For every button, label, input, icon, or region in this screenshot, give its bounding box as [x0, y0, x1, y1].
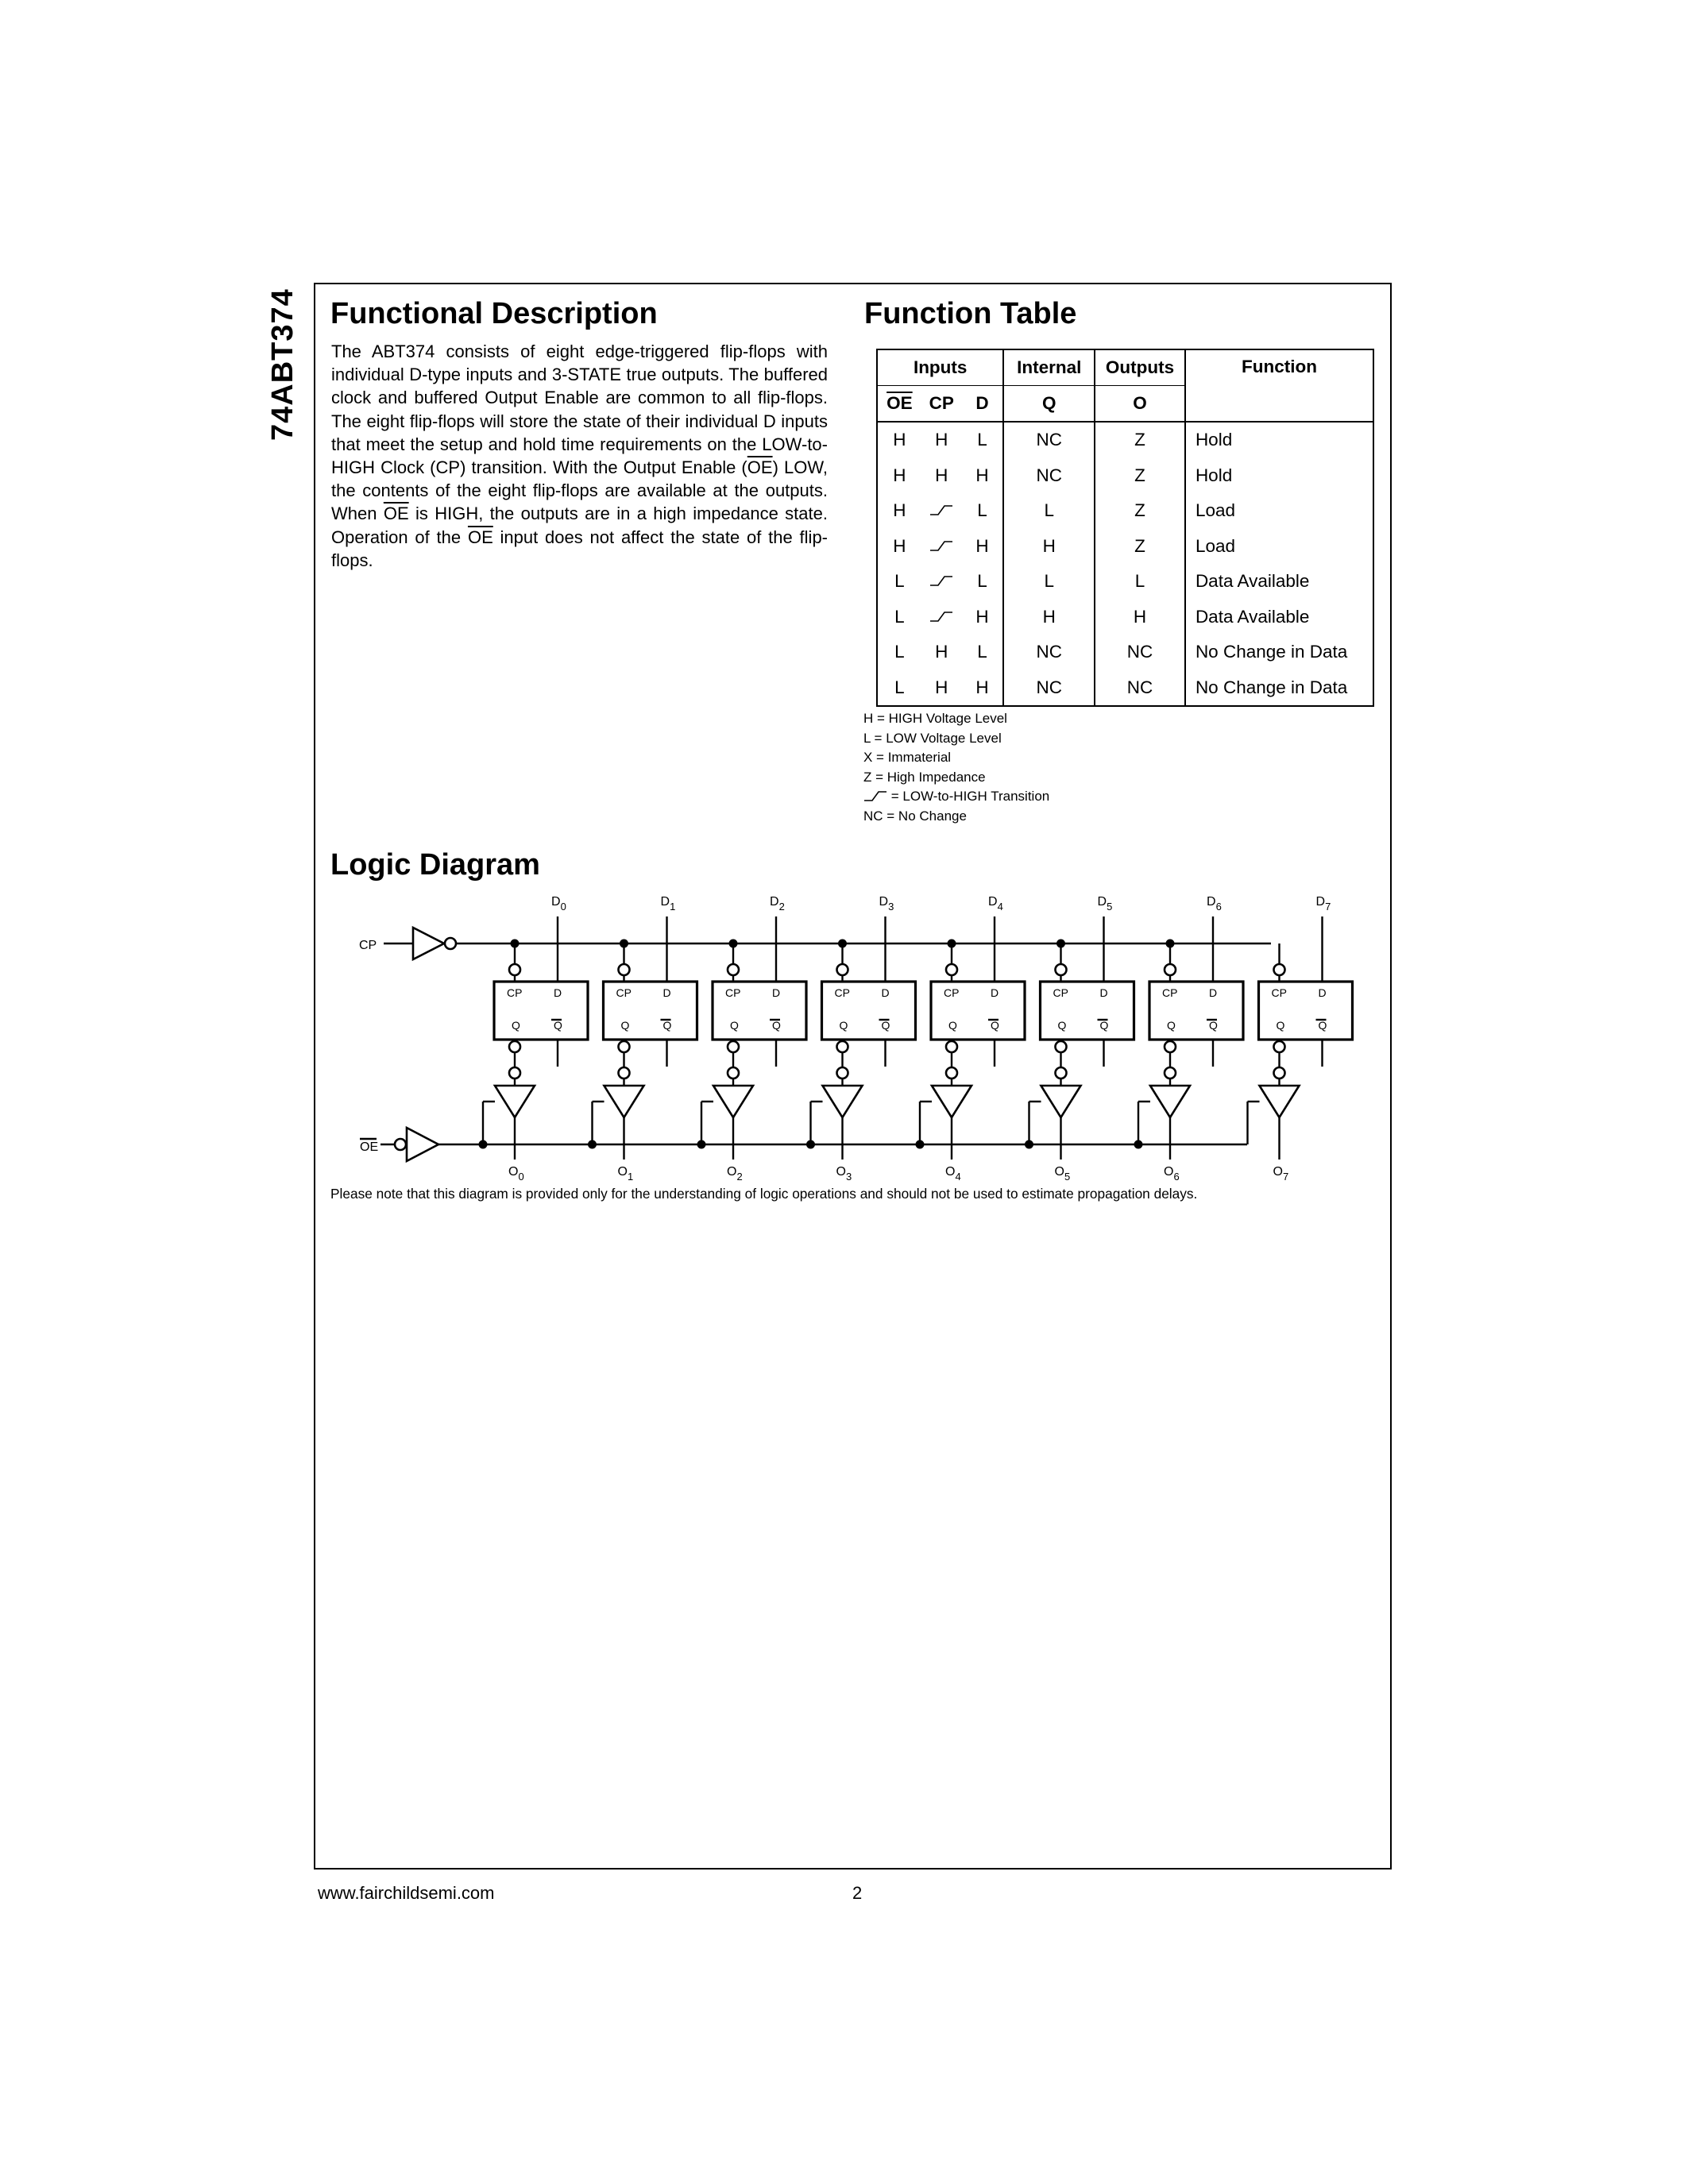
col-header-cp: CP — [921, 386, 962, 423]
cell-o: NC — [1095, 670, 1185, 707]
ff-clock-bubble-3 — [837, 964, 848, 975]
side-part-number: 74ABT374 — [266, 288, 299, 441]
legend-transition-text: = LOW-to-HIGH Transition — [890, 789, 1050, 804]
cell-o: Z — [1095, 458, 1185, 494]
ff-pin-qbar-0: Q — [554, 1019, 562, 1032]
ff-pin-d-4: D — [991, 986, 999, 999]
cell-func: Data Available — [1185, 600, 1373, 635]
buffer-input-bubble-6 — [1165, 1067, 1176, 1078]
ff-q-bubble-3 — [837, 1041, 848, 1052]
ff-q-bubble-2 — [728, 1041, 739, 1052]
ff-q-bubble-7 — [1274, 1041, 1285, 1052]
cell-oe: L — [877, 600, 921, 635]
cell-o: H — [1095, 600, 1185, 635]
ff-pin-qbar-2: Q — [772, 1019, 781, 1032]
cell-q: L — [1003, 493, 1095, 529]
oe-inverter-bubble — [395, 1139, 406, 1150]
logic-diagram-note: Please note that this diagram is provided only for the understanding of logic operations and should not be used to estimate propagation delays. — [330, 1186, 1198, 1202]
ff-pin-q-5: Q — [1057, 1019, 1067, 1032]
col-header-q: Q — [1003, 386, 1095, 423]
ff-pin-d-5: D — [1099, 986, 1108, 999]
function-table-heading: Function Table — [864, 297, 1077, 330]
ff-pin-d-6: D — [1209, 986, 1218, 999]
d-input-label-6: $D_6$ — [1207, 895, 1222, 913]
ff-pin-qbar-7: Q — [1318, 1019, 1327, 1032]
output-label-4: $O_4$ — [945, 1165, 961, 1183]
junction-dot — [1025, 1140, 1033, 1149]
cell-q: NC — [1003, 635, 1095, 670]
buffer-input-bubble-4 — [946, 1067, 957, 1078]
output-label-1: $O_1$ — [617, 1165, 634, 1183]
output-buffer-5 — [1041, 1086, 1081, 1117]
functional-description-heading: Functional Description — [330, 297, 658, 330]
ff-pin-d-3: D — [881, 986, 890, 999]
cell-d: L — [962, 422, 1004, 458]
desc-oe-2: $\overline{OE}$ — [383, 504, 409, 524]
oe-input-label: OE — [360, 1140, 379, 1154]
cell-func: Data Available — [1185, 564, 1373, 600]
cell-cp: H — [935, 642, 948, 662]
legend-item: H = HIGH Voltage Level — [863, 711, 1007, 726]
ff-clock-bubble-4 — [946, 964, 957, 975]
desc-oe-3: $\overline{OE}$ — [467, 527, 493, 547]
ff-clock-bubble-1 — [619, 964, 630, 975]
cp-inverter-bubble — [445, 938, 456, 949]
output-label-0: $O_0$ — [508, 1165, 524, 1183]
junction-dot — [588, 1140, 597, 1149]
ff-pin-cp-4: CP — [944, 986, 960, 999]
desc-part-1: The ABT374 consists of eight edge-triggered flip-flops with individual D-type inputs and 3-STATE true outputs. The buffered clock and buffered Output Enable are common to all flip-flops. The eight flip-flops will store the state of their individual D inputs that meet the setup and hold time requirements on the LOW-to-HIGH Clock (CP) transition. With the Output Enable ( — [331, 341, 828, 478]
ff-pin-cp-7: CP — [1271, 986, 1287, 999]
ff-pin-d-1: D — [662, 986, 671, 999]
ff-pin-cp-2: CP — [725, 986, 741, 999]
cell-d: H — [962, 529, 1004, 565]
ff-pin-cp-5: CP — [1053, 986, 1068, 999]
ff-pin-cp-0: CP — [507, 986, 523, 999]
ff-pin-cp-6: CP — [1162, 986, 1178, 999]
cell-q: NC — [1003, 422, 1095, 458]
cell-d: H — [962, 670, 1004, 707]
d-input-label-5: $D_5$ — [1097, 895, 1113, 913]
ff-q-bubble-6 — [1165, 1041, 1176, 1052]
footer-url[interactable]: www.fairchildsemi.com — [318, 1883, 495, 1903]
group-header-internal: Internal — [1003, 349, 1095, 386]
d-input-label-1: $D_1$ — [660, 895, 676, 913]
cell-func: No Change in Data — [1185, 635, 1373, 670]
junction-dot — [806, 1140, 815, 1149]
logic-diagram-heading: Logic Diagram — [330, 848, 540, 882]
ff-pin-qbar-6: Q — [1209, 1019, 1218, 1032]
ff-q-bubble-5 — [1056, 1041, 1067, 1052]
footer-page-number: 2 — [852, 1883, 863, 1903]
output-buffer-0 — [495, 1086, 535, 1117]
cell-q: L — [1003, 564, 1095, 600]
ff-pin-q-4: Q — [948, 1019, 957, 1032]
cell-func: Hold — [1185, 458, 1373, 494]
cell-o: Z — [1095, 493, 1185, 529]
group-header-inputs: Inputs — [877, 349, 1003, 386]
ff-q-bubble-1 — [619, 1041, 630, 1052]
ff-clock-bubble-0 — [509, 964, 520, 975]
desc-oe-1: $\overline{OE}$ — [747, 457, 773, 478]
buffer-input-bubble-5 — [1056, 1067, 1067, 1078]
ff-pin-qbar-4: Q — [991, 1019, 999, 1032]
cell-func: Load — [1185, 529, 1373, 565]
d-input-label-0: $D_0$ — [551, 895, 566, 913]
cell-o: Z — [1095, 529, 1185, 565]
desc-part-2: ) LOW, the contents of the eight flip-flops are available at the outputs. When — [331, 457, 828, 524]
junction-dot — [1134, 1140, 1143, 1149]
cell-cp: H — [935, 430, 948, 450]
d-input-label-4: $D_4$ — [988, 895, 1003, 913]
cell-oe: L — [877, 670, 921, 707]
output-buffer-3 — [823, 1086, 863, 1117]
cell-oe: L — [877, 635, 921, 670]
ff-pin-cp-3: CP — [834, 986, 850, 999]
cell-q: NC — [1003, 458, 1095, 494]
output-label-3: $O_3$ — [836, 1165, 852, 1183]
ff-pin-q-2: Q — [730, 1019, 739, 1032]
legend-item: X = Immaterial — [863, 750, 952, 765]
cell-oe: H — [877, 529, 921, 565]
d-input-label-2: $D_2$ — [770, 895, 785, 913]
ff-pin-q-6: Q — [1167, 1019, 1176, 1032]
cell-o: L — [1095, 564, 1185, 600]
buffer-input-bubble-0 — [509, 1067, 520, 1078]
group-header-function: Function — [1185, 349, 1373, 422]
cell-func: No Change in Data — [1185, 670, 1373, 707]
output-label-6: $O_6$ — [1164, 1165, 1180, 1183]
desc-part-3: is HIGH, the outputs are in a high impedance state. Operation of the — [331, 504, 828, 547]
ff-pin-q-7: Q — [1276, 1019, 1285, 1032]
ff-pin-d-7: D — [1318, 986, 1327, 999]
cell-o: NC — [1095, 635, 1185, 670]
cell-d: L — [962, 635, 1004, 670]
group-header-outputs: Outputs — [1095, 349, 1185, 386]
ff-clock-bubble-6 — [1165, 964, 1176, 975]
ff-q-bubble-4 — [946, 1041, 957, 1052]
ff-pin-q-0: Q — [512, 1019, 520, 1032]
buffer-input-bubble-7 — [1274, 1067, 1285, 1078]
cp-buffer-icon — [413, 928, 444, 959]
cell-d: L — [962, 493, 1004, 529]
col-header-d: D — [962, 386, 1004, 423]
ff-pin-q-3: Q — [839, 1019, 848, 1032]
buffer-input-bubble-1 — [619, 1067, 630, 1078]
cell-d: H — [962, 458, 1004, 494]
ff-pin-q-1: Q — [620, 1019, 630, 1032]
col-header-o: O — [1095, 386, 1185, 423]
legend-item: NC = No Change — [863, 808, 967, 824]
junction-dot — [916, 1140, 925, 1149]
cell-oe: H — [877, 493, 921, 529]
ff-clock-bubble-2 — [728, 964, 739, 975]
d-input-label-3: $D_3$ — [879, 895, 894, 913]
cell-d: H — [962, 600, 1004, 635]
cell-cp: H — [921, 670, 962, 707]
output-buffer-4 — [932, 1086, 971, 1117]
output-buffer-1 — [605, 1086, 644, 1117]
ff-pin-qbar-1: Q — [662, 1019, 672, 1032]
cell-oe: H — [877, 422, 921, 458]
legend-item: Z = High Impedance — [863, 769, 986, 785]
ff-pin-d-0: D — [554, 986, 562, 999]
output-buffer-2 — [713, 1086, 753, 1117]
buffer-input-bubble-3 — [837, 1067, 848, 1078]
cell-q: H — [1003, 529, 1095, 565]
junction-dot — [479, 1140, 488, 1149]
junction-dot — [697, 1140, 706, 1149]
cell-oe: H — [877, 458, 921, 494]
ff-clock-bubble-7 — [1274, 964, 1285, 975]
cell-d: L — [962, 564, 1004, 600]
output-buffer-7 — [1260, 1086, 1300, 1117]
ff-pin-qbar-5: Q — [1099, 1019, 1109, 1032]
output-label-5: $O_5$ — [1054, 1165, 1071, 1183]
buffer-input-bubble-2 — [728, 1067, 739, 1078]
desc-part-4: input does not affect the state of the flip-flops. — [331, 527, 829, 570]
output-buffer-6 — [1150, 1086, 1190, 1117]
legend-item: L = LOW Voltage Level — [863, 730, 1002, 746]
output-label-2: $O_2$ — [727, 1165, 743, 1183]
cell-q: H — [1003, 600, 1095, 635]
cp-input-label: CP — [359, 939, 377, 952]
ff-pin-qbar-3: Q — [881, 1019, 890, 1032]
output-label-7: $O_7$ — [1273, 1165, 1289, 1183]
oe-buffer-icon — [407, 1128, 438, 1161]
ff-pin-d-2: D — [772, 986, 781, 999]
cell-cp: H — [935, 465, 948, 485]
ff-q-bubble-0 — [509, 1041, 520, 1052]
d-input-label-7: $D_7$ — [1315, 895, 1331, 913]
ff-pin-cp-1: CP — [616, 986, 632, 999]
ff-clock-bubble-5 — [1056, 964, 1067, 975]
cell-q: NC — [1003, 670, 1095, 707]
cell-func: Load — [1185, 493, 1373, 529]
cell-func: Hold — [1185, 422, 1373, 458]
col-header-oe-text: $\overline{OE}$ — [886, 393, 913, 413]
cell-o: Z — [1095, 422, 1185, 458]
cell-oe: L — [877, 564, 921, 600]
